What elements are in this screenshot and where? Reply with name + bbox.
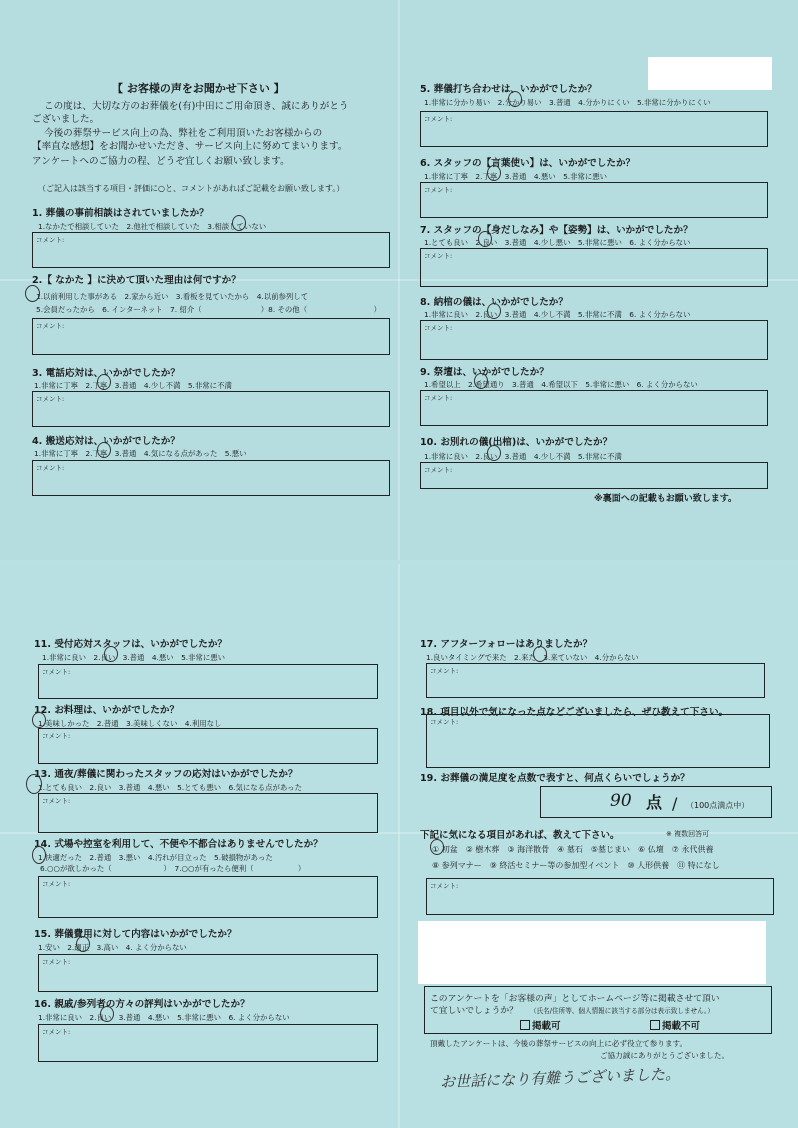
comment-label: コメント: (430, 882, 459, 890)
comment-label: コメント: (36, 322, 65, 330)
answer-circle (508, 91, 522, 107)
answer-circle (487, 445, 501, 461)
question-2-options-2: 5.会員だったから 6. インターネット 7. 紹介（ ）8. その他（ ） (36, 305, 381, 314)
comment-label: コメント: (430, 667, 459, 675)
question-4: 4. 搬送応対は、いかがでしたか？ (32, 436, 180, 447)
comment-box-5[interactable] (420, 111, 768, 147)
publish-yes-label: 掲載可 (532, 1021, 561, 1032)
question-18: 18. 項目以外で気になった点などございましたら、ぜひ教えて下さい。 (420, 707, 729, 718)
intro-line: 【率直な感想】をお聞かせいただき、サービス向上に努めてまいります。 (32, 141, 348, 152)
comment-box-18[interactable] (426, 714, 770, 768)
score-unit: 点 (646, 793, 663, 812)
comment-label: コメント: (42, 880, 71, 888)
question-5-options: 1.非常に分かり易い 2.分かり易い 3.普通 4.分かりにくい 5.非常に分かりにくい (424, 98, 711, 107)
answer-circle (97, 374, 111, 390)
interest-note: ※ 複数回答可 (666, 830, 710, 838)
question-12: 12. お料理は、いかがでしたか？ (34, 705, 180, 716)
answer-circle (474, 373, 488, 389)
publish-text: このアンケートを「お客様の声」としてホームページ等に掲載させて頂い (430, 994, 720, 1004)
intro-line: 今後の葬祭サービス向上の為、弊社をご利用頂いたお客様からの (44, 128, 323, 139)
comment-box-11[interactable] (38, 664, 378, 699)
question-10-options: 1.非常に良い 2.良い 3.普通 4.少し不満 5.非常に不満 (424, 452, 622, 461)
fold-line (398, 564, 400, 1128)
redaction-box (648, 57, 772, 90)
question-8-options: 1.非常に良い 2.良い 3.普通 4.少し不満 5.非常に不満 6. よく分からない (424, 310, 691, 319)
question-7: 7. スタッフの【身だしなみ】や【姿勢】は、いかがでしたか？ (420, 225, 693, 236)
intro-line: この度は、大切な方のお葬儀を(有)中田にご用命頂き、誠にありがとう (44, 101, 349, 112)
comment-label: コメント: (424, 324, 453, 332)
interest-prompt: 下記に気になる項目があれば、教えて下さい。 (420, 830, 620, 841)
question-14: 14. 式場や控室を利用して、不便や不都合はありませんでしたか？ (34, 839, 323, 850)
question-9: 9. 祭壇は、いかがでしたか？ (420, 367, 549, 378)
comment-box-3[interactable] (32, 391, 390, 427)
question-10: 10. お別れの儀(出棺)は、いかがでしたか？ (420, 437, 613, 448)
comment-box-17[interactable] (426, 663, 765, 698)
publish-yes-option[interactable] (520, 1018, 561, 1032)
survey-title: 【 お客様の声をお聞かせ下さい 】 (112, 82, 285, 95)
answer-circle (533, 646, 547, 662)
comment-box-4[interactable] (32, 460, 390, 496)
question-13-options: 1.とても良い 2.良い 3.普通 4.悪い 5.とても悪い 6.気になる点があった (38, 783, 302, 792)
question-3: 3. 電話応対は、いかがでしたか？ (32, 368, 180, 379)
question-14-options-2: 6.○○が欲しかった（ ） 7.○○が有ったら便利（ ） (40, 864, 306, 873)
answer-circle (487, 303, 501, 319)
comment-label: コメント: (424, 466, 453, 474)
comment-box-14[interactable] (38, 876, 378, 918)
answer-circle (430, 839, 444, 855)
question-1: 1. 葬儀の事前相談はされていましたか？ (32, 208, 209, 219)
publish-no-option[interactable] (650, 1018, 700, 1032)
question-9-options: 1.希望以上 2.希望通り 3.普通 4.希望以下 5.非常に悪い 6. よく分からない (424, 380, 698, 389)
question-14-options: 1.快適だった 2.普通 3.悪い 4.汚れが目立った 5.破損物があった (38, 853, 273, 862)
publish-small: （氏名/住所等、個人情報に該当する部分は表示致しません。） (530, 1007, 714, 1015)
comment-box-7[interactable] (420, 248, 768, 287)
comment-box-1[interactable] (32, 232, 390, 268)
checkbox-icon[interactable] (650, 1020, 660, 1030)
score-scale: （100点満点中） (686, 801, 750, 810)
question-13: 13. 通夜/葬儀に関わったスタッフの応対はいかがでしたか？ (34, 769, 298, 780)
interest-options: ① 初盆 ② 樹木葬 ③ 海洋散骨 ④ 墓石 ⑤墓じまい ⑥ 仏壇 ⑦ 永代供養 (432, 845, 714, 854)
comment-box-10[interactable] (420, 462, 768, 489)
closing-line-2: ご協力誠にありがとうございました。 (600, 1051, 730, 1060)
question-15-options: 1.安い 2.適正 3.高い 4. よく分からない (38, 943, 187, 952)
comment-box-8[interactable] (420, 320, 768, 360)
comment-box-13[interactable] (38, 793, 378, 833)
comment-box-9[interactable] (420, 390, 768, 426)
comment-label: コメント: (42, 958, 71, 966)
comment-label: コメント: (424, 394, 453, 402)
answer-circle (104, 646, 118, 662)
redaction-box (418, 921, 766, 984)
question-19: 19. お葬儀の満足度を点数で表すと、何点くらいでしょうか？ (420, 773, 690, 784)
comment-box-16[interactable] (38, 1024, 378, 1062)
answer-circle (32, 712, 46, 728)
answer-circle (100, 1006, 114, 1022)
answer-circle (487, 165, 501, 181)
question-16: 16. 親戚/参列者の方々の評判はいかがでしたか？ (34, 999, 250, 1010)
comment-label: コメント: (424, 186, 453, 194)
intro-line: ございました。 (32, 114, 100, 125)
comment-box-15[interactable] (38, 954, 378, 992)
comment-label: コメント: (36, 395, 65, 403)
answer-circle (232, 215, 246, 231)
back-note: ※裏面への記載もお願い致します。 (594, 494, 738, 504)
question-8: 8. 納棺の儀は、いかがでしたか？ (420, 297, 568, 308)
comment-label: コメント: (42, 1028, 71, 1036)
closing-line-1: 頂戴したアンケートは、今後の葬祭サービスの向上に必ず役立て参ります。 (430, 1039, 688, 1048)
instruction-text: （ご記入は該当する項目・評価に○と、コメントがあればご記載をお願い致します。） (38, 184, 345, 193)
question-6-options: 1.非常に丁寧 2.丁寧 3.普通 4.悪い 5.非常に悪い (424, 172, 608, 181)
publish-text-2: て宜しいでしょうか？ (430, 1006, 518, 1016)
question-4-options: 1.非常に丁寧 2.丁寧 3.普通 4.気になる点があった 5.悪い (34, 449, 247, 458)
question-11-options: 1.非常に良い 2.良い 3.普通 4.悪い 5.非常に悪い (42, 653, 226, 662)
question-1-options: 1.なかたで相談していた 2.他社で相談していた 3.相談していない (38, 222, 267, 231)
comment-label: コメント: (42, 732, 71, 740)
question-6: 6. スタッフの【言葉使い】は、いかがでしたか？ (420, 158, 636, 169)
question-17: 17. アフターフォローはありましたか？ (420, 639, 593, 650)
intro-line: アンケートへのご協力の程、どうぞ宜しくお願い致します。 (32, 156, 290, 167)
comment-label: コメント: (42, 668, 71, 676)
question-16-options: 1.非常に良い 2.良い 3.普通 4.悪い 5.非常に悪い 6. よく分からない (38, 1013, 290, 1022)
comment-label: コメント: (430, 718, 459, 726)
answer-circle (26, 774, 42, 794)
answer-circle (478, 231, 492, 247)
comment-label: コメント: (36, 236, 65, 244)
comment-box-12[interactable] (38, 728, 378, 764)
answer-circle (76, 936, 90, 952)
question-5: 5. 葬儀打ち合わせは、いかがでしたか？ (420, 84, 597, 95)
comment-label: コメント: (42, 797, 71, 805)
comment-box-2[interactable] (32, 318, 390, 355)
answer-circle (25, 285, 40, 302)
survey-sheet-front (0, 0, 798, 560)
interest-options-2: ⑧ 参列マナー ⑨ 終活セミナー等の参加型イベント ⑩ 人形供養 ⑪ 特になし (432, 861, 720, 870)
question-3-options: 1.非常に丁寧 2.丁寧 3.普通 4.少し不満 5.非常に不満 (34, 381, 232, 390)
comment-label: コメント: (36, 464, 65, 472)
question-11: 11. 受付応対スタッフは、いかがでしたか？ (34, 639, 228, 650)
question-2-options: 1.以前利用した事がある 2.家から近い 3.看板を見ていたから 4.以前参列して (36, 292, 309, 301)
score-slash: / (672, 794, 678, 813)
comment-box-6[interactable] (420, 182, 768, 218)
score-value: 90 (610, 791, 632, 811)
comment-label: コメント: (424, 115, 453, 123)
answer-circle (97, 442, 111, 458)
question-12-options: 1.美味しかった 2.普通 3.美味しくない 4.利用なし (38, 719, 222, 728)
question-15: 15. 葬儀費用に対して内容はいかがでしたか？ (34, 929, 237, 940)
question-2: 2.【 なかた 】に決めて頂いた理由は何ですか？ (32, 275, 241, 286)
comment-box-interest[interactable] (426, 878, 774, 915)
answer-circle (32, 846, 46, 864)
handwritten-message: お世話になり有難うございました。 (439, 1064, 681, 1092)
comment-label: コメント: (424, 252, 453, 260)
survey-sheet-back (0, 564, 798, 1128)
checkbox-icon[interactable] (520, 1020, 530, 1030)
publish-no-label: 掲載不可 (662, 1021, 701, 1032)
question-7-options: 1.とても良い 2.良い 3.普通 4.少し悪い 5.非常に悪い 6. よく分からない (424, 238, 691, 247)
question-17-options: 1.良いタイミングで来た 2.来た 3.来ていない 4.分からない (426, 653, 639, 662)
